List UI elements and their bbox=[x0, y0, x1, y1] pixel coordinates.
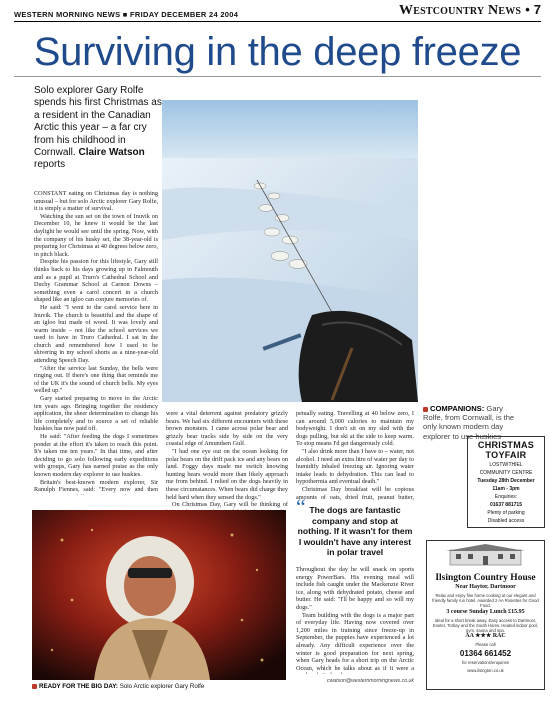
hotel-line-1: Relax and enjoy fine home cooking at our elegant and friendly family run hotel. Awarded 2 AA Rosettes for Good Food. bbox=[432, 593, 539, 609]
main-photo bbox=[162, 100, 418, 402]
hotel-location: Near Haytor, Dartmoor bbox=[455, 584, 516, 590]
toyfair-note-1: Plenty of parking bbox=[487, 510, 525, 516]
paragraph: "I had one eye out on the ocean looking for polar bears on the drift pack ice and any bears on land. Foggy days made me switch knowing hunting bears would more than likely approach me from behind. I relied on the dogs heavily in these circumstances. When bears did charge they held hard when they sensed the dogs." bbox=[166, 447, 288, 501]
article-column-2 bbox=[166, 410, 288, 510]
toyfair-place-1: LOSTWITHIEL bbox=[489, 462, 523, 468]
hotel-website: www.ilsington.co.uk bbox=[467, 667, 504, 673]
paragraph: Britain's best-known modern explorer, Sir Ranulph Fiennes, said: "Every now and then bbox=[34, 478, 158, 494]
hotel-phone: 01364 661452 bbox=[459, 649, 512, 659]
page-number-prefix: • bbox=[525, 2, 530, 17]
caption-bullet-icon bbox=[32, 684, 37, 689]
hotel-name: Ilsington Country House bbox=[435, 573, 536, 583]
hotel-line-2: Ideal for a short break away. Easy access to Dartmoor, Exeter, Torbay and the South Hams. Heated indoor pool, gym, sauna and spa. bbox=[433, 617, 538, 634]
paragraph: CONSTANT eating on Christmas day is nothing unusual – but for solo Arctic explorer Gary Rolfe, it is simply a matter of survival. bbox=[34, 190, 158, 213]
article-column-1 bbox=[34, 190, 158, 495]
toyfair-phone: 01637 881715 bbox=[490, 502, 522, 508]
caption-head: COMPANIONS: bbox=[430, 404, 485, 413]
paragraph: He said: "I went to the carol service here in Inuvik. The church is beautiful and the shape of an igloo but made of wood. It was lovely and warm inside – not like the school services we used to have in Truro Cathedral. I sat in the church and remembered how I used to be shivering in my school shorts as a nine-year-old attending Speech Day. bbox=[34, 303, 158, 365]
author-email: cwatson@westernmorningnews.co.uk bbox=[326, 678, 414, 684]
article-column-3 bbox=[296, 410, 414, 500]
byline: Claire Watson bbox=[78, 147, 145, 159]
paragraph: Gary started preparing to move to the Arctic ten years ago. Bringing together the residency application, the sheer determination to change his life completely and to source a set of reliable huskies has now paid off. bbox=[34, 395, 158, 433]
hotel-offer: 3 course Sunday Lunch £15.95 bbox=[446, 608, 525, 615]
paragraph: "I also drink more than I have to – water, not alcohol. I need an extra litre of water per day to humidify inhaled freezing air. Ignoring water intake leads to dehydration. This can lead to hypothermia and eventual death." bbox=[296, 447, 414, 486]
toyfair-title-1: CHRISTMAS bbox=[477, 440, 535, 450]
byline-suffix: reports bbox=[34, 159, 66, 171]
page-number: 7 bbox=[533, 2, 541, 17]
explorer-portrait-photo bbox=[32, 510, 286, 680]
article-column-4 bbox=[296, 566, 414, 674]
caption-head: READY FOR THE BIG DAY: bbox=[39, 683, 118, 690]
portrait-photo bbox=[32, 510, 286, 680]
toyfair-place-2: COMMUNITY CENTRE bbox=[479, 470, 533, 476]
paragraph: Christmas Day breakfast will be copious amounts of oats, dried fruit, peanut butter, bbox=[296, 485, 414, 500]
hotel-advert bbox=[426, 540, 545, 690]
standfirst bbox=[34, 85, 164, 172]
toyfair-enquiries: Enquiries: bbox=[494, 494, 518, 500]
paragraph: "After the service last Sunday, the bells were ringing out. If there's one thing that reminds me of the UK it's the sound of church bells. My eyes welled up." bbox=[34, 364, 158, 395]
arctic-sled-photo bbox=[162, 100, 418, 402]
toyfair-note-2: Disabled access bbox=[487, 518, 525, 524]
caption-text: Solo Arctic explorer Gary Rolfe bbox=[119, 683, 205, 690]
quote-mark-icon: “ bbox=[296, 494, 306, 519]
hotel-building-icon bbox=[430, 544, 541, 566]
hotel-rating: AA ★★★ RAC bbox=[465, 633, 506, 640]
page-header bbox=[14, 2, 541, 22]
section-header bbox=[399, 1, 541, 19]
pull-quote: The dogs are fantastic company and stop at nothing. If it wasn't for them I wouldn't have any interest in polar travel bbox=[297, 505, 413, 558]
paragraph: Throughout the day he will snack on sports energy PowerBars. His evening meal will include fish caught under the Mackenzie River ice, along with dehydrated potato, cheese and butter. He said: "I'll be happy and so will my dogs." bbox=[296, 566, 414, 611]
toyfair-advert bbox=[467, 436, 545, 528]
paragraph: Team building with the dogs is a major part of everyday life. Having now covered over 1,200 miles in training since freeze-up in September, the puppies have experienced a lot already. Any difficult experience over the winter is good preparation for next spring, when Gary heads for a short trip on the Arctic Ocean, which he talks about as if it were a bbox=[296, 611, 414, 672]
toyfair-time: 11am - 3pm bbox=[492, 486, 520, 492]
caption-bullet-icon bbox=[423, 407, 428, 412]
hotel-contact: Please call bbox=[475, 642, 496, 648]
paragraph: He said: "After feeding the dogs I sometimes ponder at the effort it's taken to reach this point. It's taken me ten years." In that time, and after deciding to go solo following early expeditions with groups, Gary has earned praise as the only known modern day explorer to use huskies. bbox=[34, 433, 158, 478]
toyfair-date: Tuesday 28th December bbox=[477, 478, 535, 484]
hotel-brochure: for reservations/enquiries bbox=[461, 660, 509, 666]
caption-text: Gary Rolfe, from Cornwall, is the only known modern day explorer to use huskies bbox=[423, 404, 515, 441]
paragraph: were a vital deterrent against predatory grizzly bears. We had six different encounters with these brown monsters. I came across polar bear and grizzly bear tracks side by side on the very coastal edge of Amundsen Gulf. bbox=[166, 410, 288, 448]
paragraph: Despite his passion for this lifestyle, Gary still thinks back to his days growing up in Falmouth and as a pupil at Truro's Cathedral School and Duchy Grammar School at Carnon Downs – something even a carol concert in a church shaped like an igloo can conjure memories of. bbox=[34, 258, 158, 304]
standfirst-text: Solo explorer Gary Rolfe spends his first Christmas as a resident in the Canadian Arctic this year – a far cry from his childhood in Cornwall. bbox=[34, 85, 162, 159]
paragraph: Watching the sun set on the town of Inuvik on December 10, he knew it would be the last daylight he would see until the spring. Now, with the company of his husky set, the 38-year-old is preparing for Christmas at 40 degrees below zero, in pitch black. bbox=[34, 212, 158, 258]
paragraph: On Christmas Day, Gary will be thinking of bbox=[172, 501, 288, 509]
caption-bigday bbox=[32, 683, 292, 691]
section-name: Westcountry News bbox=[399, 3, 522, 18]
running-head: WESTERN MORNING NEWS ■ FRIDAY DECEMBER 24 2004 bbox=[14, 10, 239, 19]
paragraph: petually eating. Travelling at 40 below zero, I can around 5,000 calories to maintain my bodyweight. I don't sit on my sled with the dogs pulling, but ski at the side to keep warm. To stop means I'd get dangerously cold. bbox=[296, 410, 414, 448]
headline: Surviving in the deep freeze bbox=[14, 27, 541, 77]
toyfair-title-2: TOYFAIR bbox=[485, 450, 527, 460]
